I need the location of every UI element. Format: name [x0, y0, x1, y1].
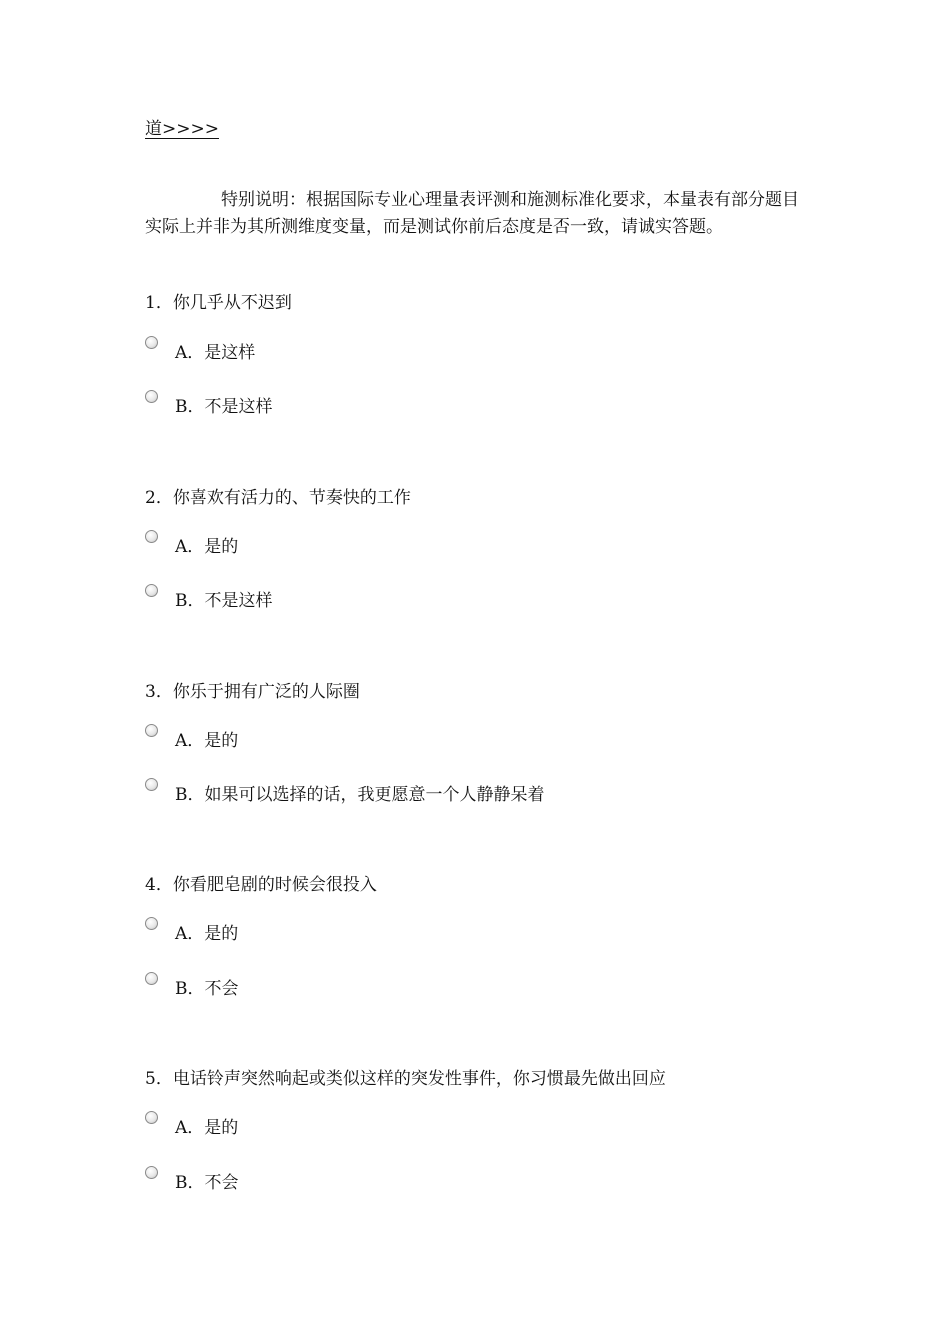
question-3	[145, 680, 845, 805]
question-title: 3．你乐于拥有广泛的人际圈	[145, 682, 360, 702]
radio-button-icon[interactable]	[145, 1111, 158, 1124]
question-5	[145, 1067, 845, 1193]
radio-button-icon[interactable]	[145, 530, 158, 543]
radio-button-icon[interactable]	[145, 584, 158, 597]
question-title: 4．你看肥皂剧的时候会很投入	[145, 875, 377, 895]
radio-button-icon[interactable]	[145, 972, 158, 985]
question-title: 2．你喜欢有活力的、节奏快的工作	[145, 488, 411, 508]
option-label: A．是的	[175, 924, 239, 944]
previous-nav-link[interactable]: 道>>>>	[145, 119, 219, 139]
question-2	[145, 486, 845, 611]
option-label: A．是的	[175, 1118, 239, 1138]
option-label: B．不是这样	[175, 591, 273, 611]
radio-button-icon[interactable]	[145, 778, 158, 791]
option-label: B．不会	[175, 1173, 239, 1193]
question-title: 1．你几乎从不迟到	[145, 293, 292, 313]
question-title: 5．电话铃声突然响起或类似这样的突发性事件，你习惯最先做出回应	[145, 1069, 666, 1089]
option-label: A．是这样	[175, 343, 256, 363]
radio-button-icon[interactable]	[145, 1166, 158, 1179]
question-1	[145, 291, 845, 417]
option-label: A．是的	[175, 537, 239, 557]
option-label: B．不是这样	[175, 397, 273, 417]
option-label: B．如果可以选择的话，我更愿意一个人静静呆着	[175, 785, 545, 805]
radio-button-icon[interactable]	[145, 724, 158, 737]
option-label: B．不会	[175, 979, 239, 999]
radio-button-icon[interactable]	[145, 390, 158, 403]
special-notice: 特别说明：根据国际专业心理量表评测和施测标准化要求，本量表有部分题目实际上并非为其所测维度变量，而是测试你前后态度是否一致，请诚实答题。	[145, 190, 799, 237]
radio-button-icon[interactable]	[145, 917, 158, 930]
radio-button-icon[interactable]	[145, 336, 158, 349]
question-4	[145, 873, 845, 999]
option-label: A．是的	[175, 731, 239, 751]
